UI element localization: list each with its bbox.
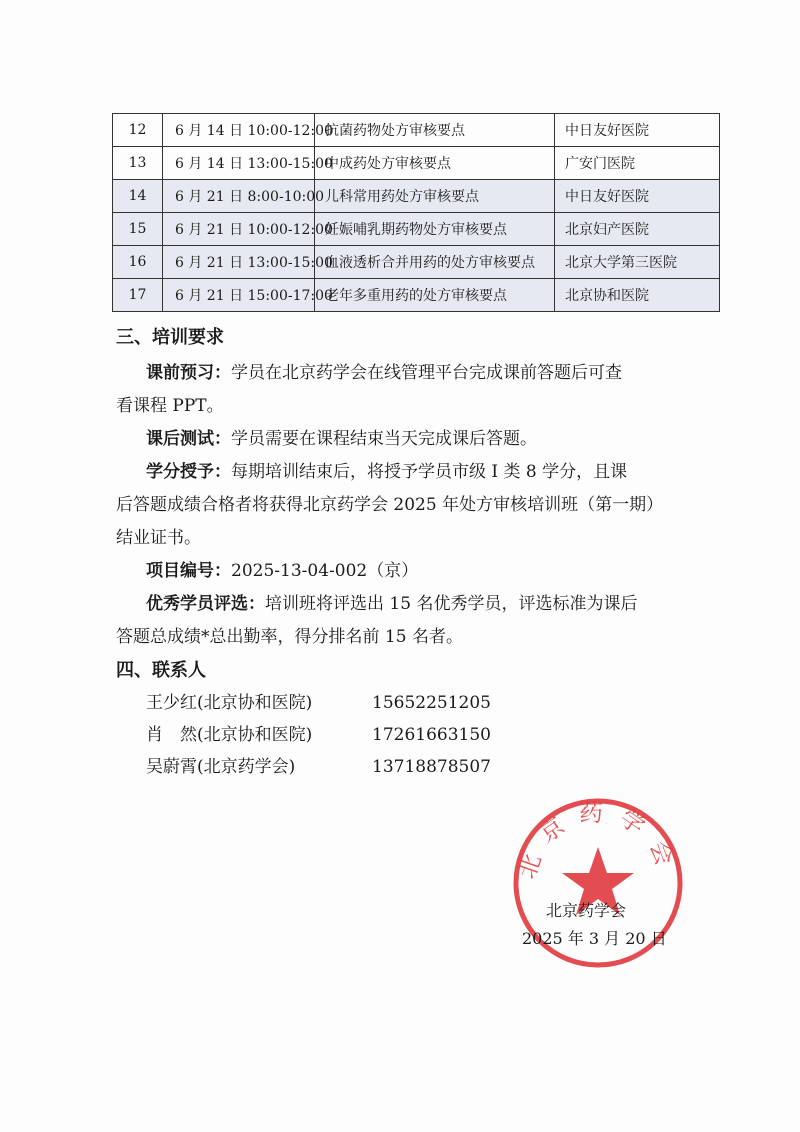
contact-name: 吴蔚霄(北京药学会): [146, 757, 296, 777]
excellent-label: 优秀学员评选：: [146, 594, 265, 614]
row-number: 15: [113, 213, 163, 246]
row-number: 12: [113, 114, 163, 147]
row-topic: 妊娠哺乳期药物处方审核要点: [315, 213, 555, 246]
contact-row: [146, 688, 491, 713]
row-time: 6 月 14 日 10:00-12:00: [163, 114, 315, 147]
row-topic: 抗菌药物处方审核要点: [315, 114, 555, 147]
credit-text-line3: 结业证书。: [116, 528, 201, 548]
project-number: 2025-13-04-002（京）: [231, 561, 419, 581]
row-time: 6 月 21 日 10:00-12:00: [163, 213, 315, 246]
row-hospital: 北京协和医院: [555, 279, 720, 312]
preview-label: 课前预习：: [146, 363, 231, 383]
table-row: [113, 279, 720, 312]
row-time: 6 月 21 日 15:00-17:00: [163, 279, 315, 312]
row-topic: 老年多重用药的处方审核要点: [315, 279, 555, 312]
table-row: [113, 213, 720, 246]
table-row: [113, 180, 720, 213]
preview-paragraph: [146, 358, 622, 383]
contact-name: 肖 然(北京协和医院): [146, 725, 313, 745]
schedule-table-body: [113, 114, 720, 312]
contact-row: [146, 752, 491, 777]
row-topic: 血液透析合并用药的处方审核要点: [315, 246, 555, 279]
row-topic: 儿科常用药处方审核要点: [315, 180, 555, 213]
signature-org: 北京药学会: [546, 901, 627, 920]
preview-text-line2: 看课程 PPT。: [116, 396, 224, 416]
contact-row: [146, 720, 491, 745]
contact-phone: 13718878507: [372, 757, 491, 777]
test-paragraph: [146, 424, 537, 449]
row-number: 16: [113, 246, 163, 279]
row-hospital: 北京妇产医院: [555, 213, 720, 246]
section3-heading: 三、培训要求: [116, 327, 224, 348]
contact-phone: 15652251205: [372, 693, 491, 713]
credit-paragraph: [146, 457, 627, 482]
row-time: 6 月 14 日 13:00-15:00: [163, 147, 315, 180]
contact-name: 王少红(北京协和医院): [146, 693, 313, 713]
row-time: 6 月 21 日 8:00-10:00: [163, 180, 315, 213]
preview-text-line1: 学员在北京药学会在线管理平台完成课前答题后可查: [231, 363, 622, 383]
excellent-paragraph: [146, 589, 637, 614]
excellent-text-line2: 答题总成绩*总出勤率，得分排名前 15 名者。: [116, 627, 463, 647]
schedule-table: [112, 113, 720, 312]
section4-heading: 四、联系人: [116, 660, 206, 681]
test-label: 课后测试：: [146, 429, 231, 449]
row-hospital: 北京大学第三医院: [555, 246, 720, 279]
credit-text-line2: 后答题成绩合格者将获得北京药学会 2025 年处方审核培训班（第一期）: [116, 495, 664, 515]
row-number: 13: [113, 147, 163, 180]
test-text: 学员需要在课程结束当天完成课后答题。: [231, 429, 537, 449]
credit-label: 学分授予：: [146, 462, 231, 482]
signature-date: 2025 年 3 月 20 日: [522, 929, 667, 948]
excellent-text-line1: 培训班将评选出 15 名优秀学员，评选标准为课后: [265, 594, 638, 614]
credit-text-line1: 每期培训结束后，将授予学员市级 I 类 8 学分，且课: [231, 462, 628, 482]
row-topic: 中成药处方审核要点: [315, 147, 555, 180]
row-time: 6 月 21 日 13:00-15:00: [163, 246, 315, 279]
row-hospital: 中日友好医院: [555, 114, 720, 147]
seal-text: 北京药学会: [512, 799, 684, 883]
table-row: [113, 246, 720, 279]
row-hospital: 广安门医院: [555, 147, 720, 180]
row-number: 17: [113, 279, 163, 312]
project-paragraph: [146, 556, 418, 581]
table-row: [113, 114, 720, 147]
contact-phone: 17261663150: [372, 725, 491, 745]
row-hospital: 中日友好医院: [555, 180, 720, 213]
table-row: [113, 147, 720, 180]
row-number: 14: [113, 180, 163, 213]
project-label: 项目编号：: [146, 561, 231, 581]
